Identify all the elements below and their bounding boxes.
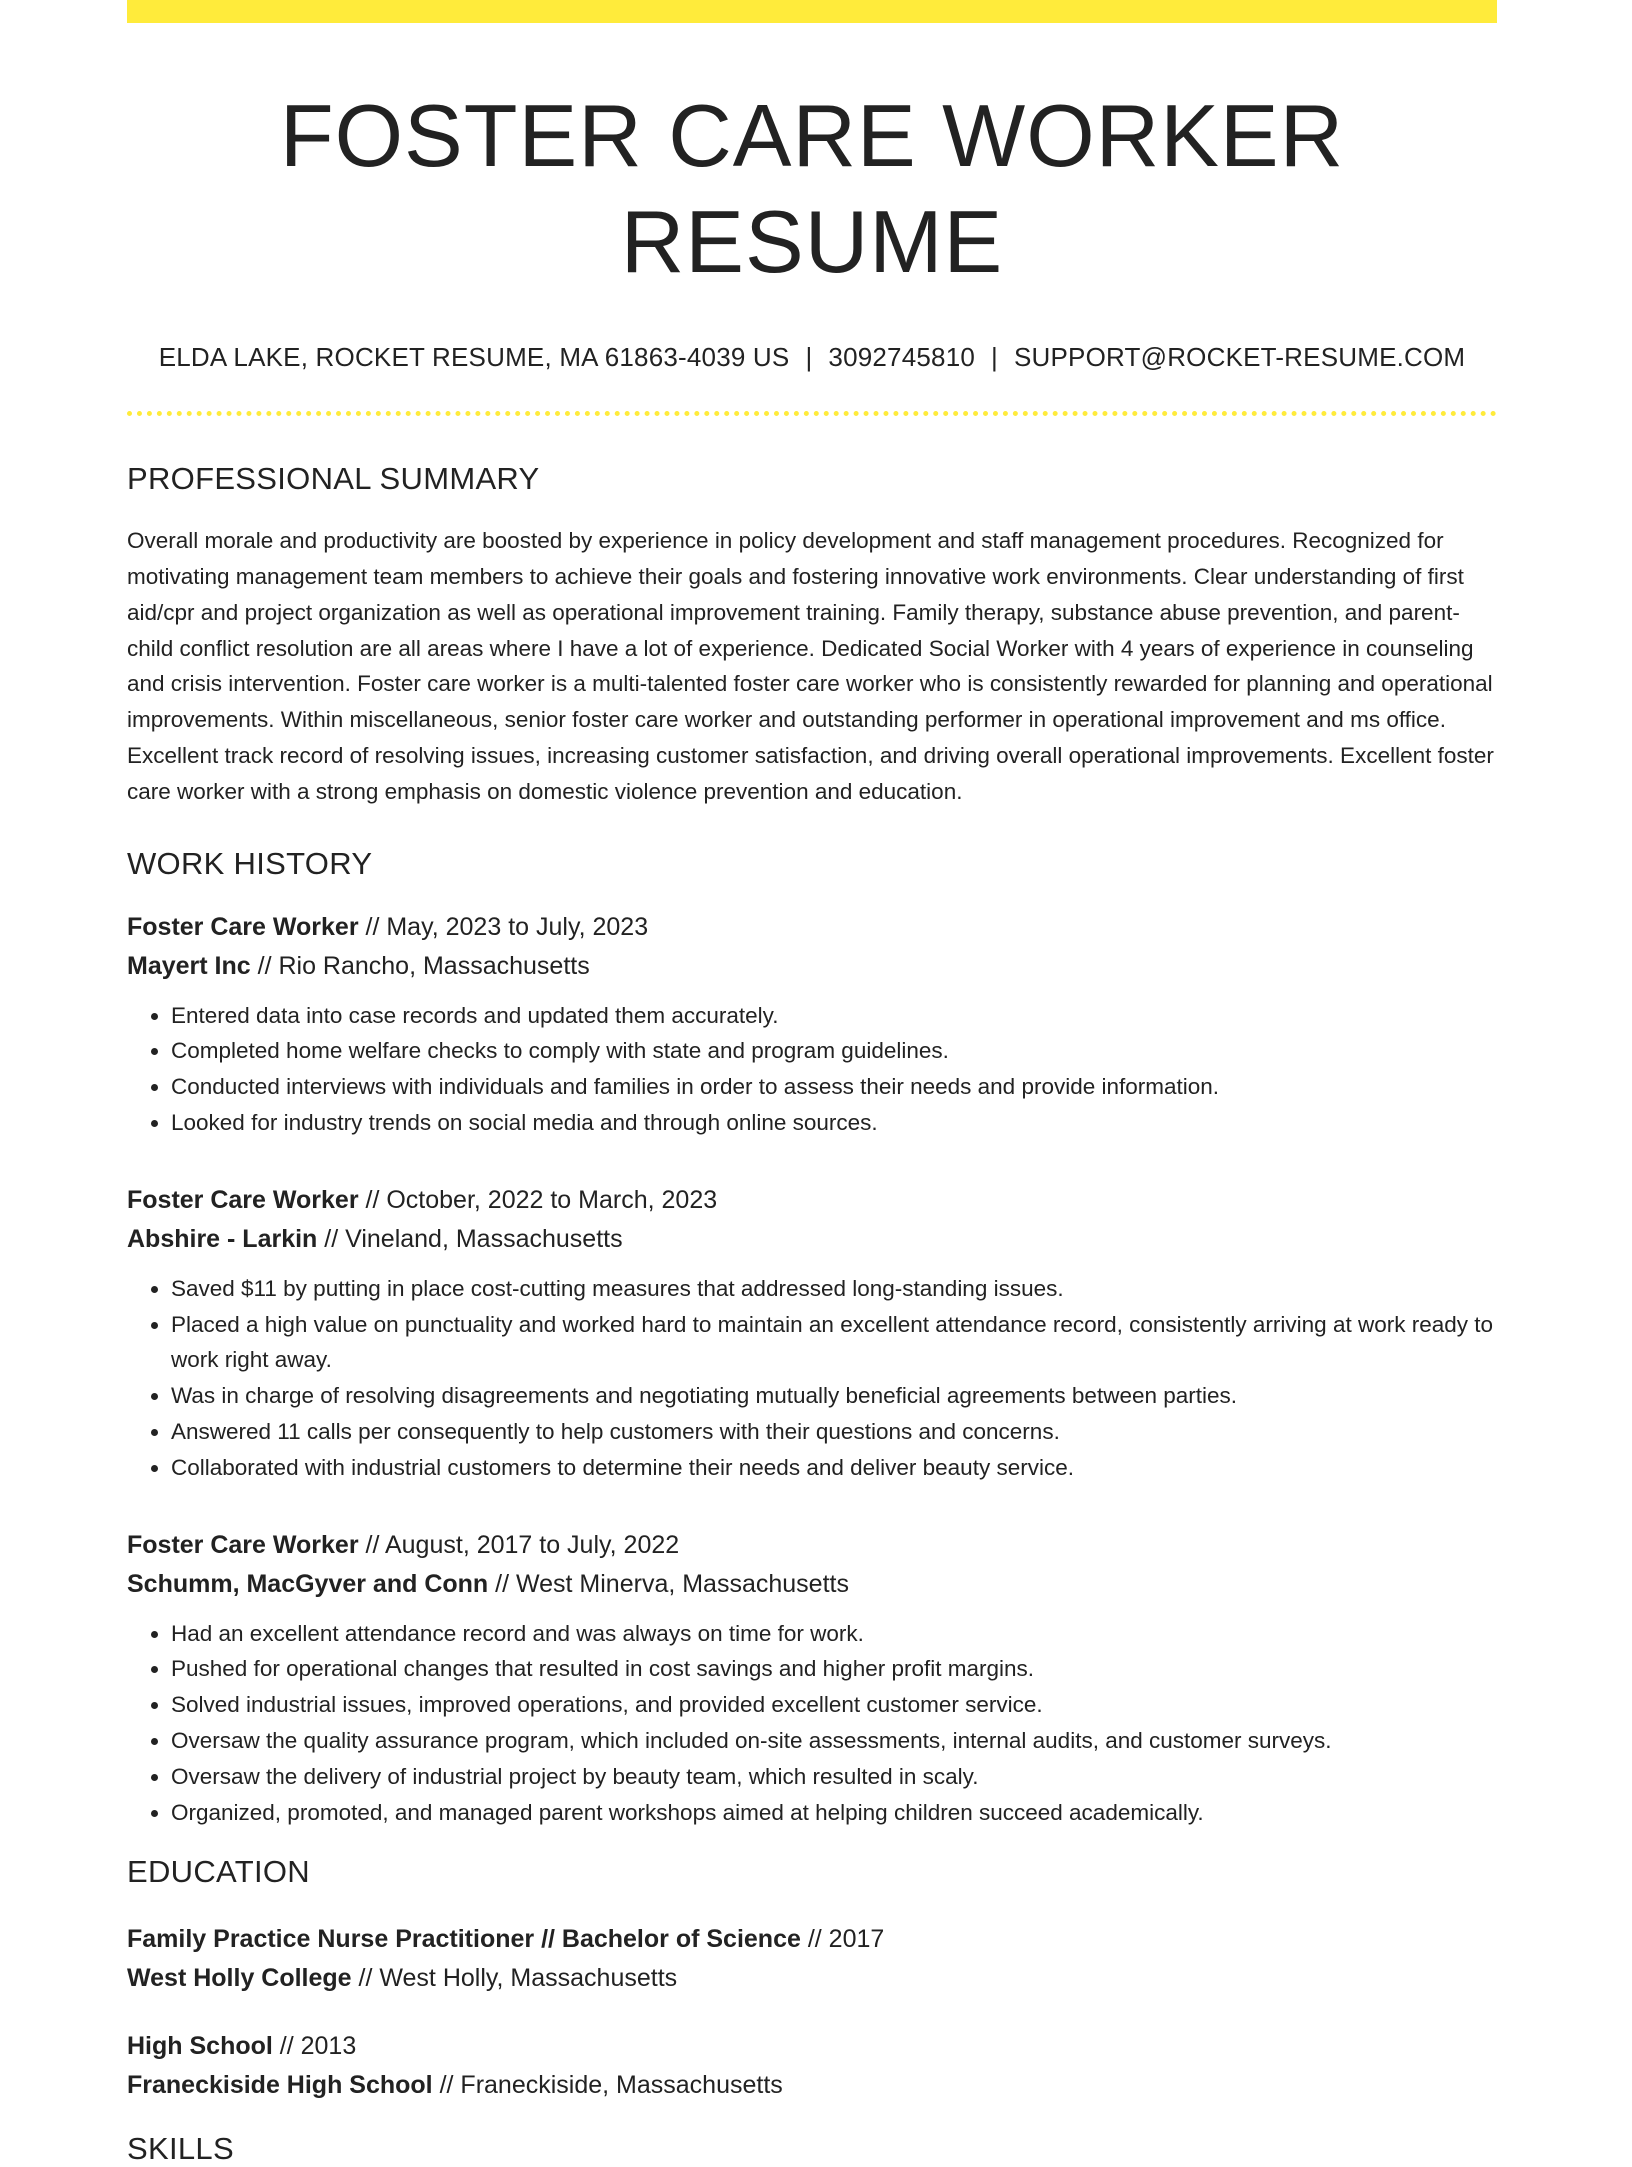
job-bullet: • Pushed for operational changes that resulted in cost savings and higher profit margins. bbox=[171, 1651, 1497, 1687]
job-company: Abshire - Larkin bbox=[127, 1224, 318, 1253]
dotted-divider bbox=[127, 411, 1497, 416]
education-school-line bbox=[127, 1959, 1497, 1998]
education-entry bbox=[127, 2027, 1497, 2105]
job-bullet: • Oversaw the delivery of industrial project by beauty team, which resulted in scaly. bbox=[171, 1759, 1497, 1795]
job-bullet: • Placed a high value on punctuality and worked hard to maintain an excellent attendance record, consistently arriving at work ready to work right away. bbox=[171, 1307, 1497, 1379]
job-bullet: • Organized, promoted, and managed parent workshops aimed at helping children succeed academically. bbox=[171, 1795, 1497, 1831]
summary-heading: PROFESSIONAL SUMMARY bbox=[127, 461, 540, 497]
education-school: Franeckiside High School bbox=[127, 2071, 433, 2100]
education-year: // 2013 bbox=[272, 2032, 357, 2061]
job-bullet: • Oversaw the quality assurance program, which included on-site assessments, internal audits, and customer surveys. bbox=[171, 1723, 1497, 1759]
job-bullet: • Saved $11 by putting in place cost-cutting measures that addressed long-standing issues. bbox=[171, 1271, 1497, 1307]
skills-heading: SKILLS bbox=[127, 2131, 234, 2167]
education-heading: EDUCATION bbox=[127, 1854, 310, 1890]
contact-line bbox=[127, 342, 1497, 373]
job-bullet: • Had an excellent attendance record and was always on time for work. bbox=[171, 1616, 1497, 1652]
job-bullet: • Answered 11 calls per consequently to help customers with their questions and concerns. bbox=[171, 1414, 1497, 1450]
education-entry bbox=[127, 1920, 1497, 1998]
job-bullet: • Entered data into case records and updated them accurately. bbox=[171, 998, 1497, 1034]
education-school-line bbox=[127, 2066, 1497, 2105]
summary-text: Overall morale and productivity are boosted by experience in policy development and staff management procedures. Recognized for motivating management team members to achieve their goals and fostering innovative work environments. Clear understanding of first aid/cpr and project organization as well as operational improvement training. Family therapy, substance abuse prevention, and parent-child conflict resolution are all areas where I have a lot of experience. Dedicated Social Worker with 4 years of experience in counseling and crisis intervention. Foster care worker is a multi-talented foster care worker who is consistently rewarded for planning and operational improvements. Within miscellaneous, senior foster care worker and outstanding performer in operational improvement and ms office. Excellent track record of resolving issues, increasing customer satisfaction, and driving overall operational improvements. Excellent foster care worker with a strong emphasis on domestic violence prevention and education. bbox=[127, 528, 1494, 804]
job-bullet: • Collaborated with industrial customers to determine their needs and deliver beauty service. bbox=[171, 1450, 1497, 1486]
job-bullet: • Conducted interviews with individuals and families in order to assess their needs and provide information. bbox=[171, 1069, 1497, 1105]
job-company-line bbox=[127, 1220, 1497, 1259]
job-dates: // October, 2022 to March, 2023 bbox=[358, 1185, 718, 1214]
job-company-line bbox=[127, 947, 1497, 986]
contact-address: ELDA LAKE, ROCKET RESUME, MA 61863-4039 US bbox=[158, 342, 790, 373]
job-company: Mayert Inc bbox=[127, 951, 251, 980]
job-title-line bbox=[127, 1181, 1497, 1220]
education-year: // 2017 bbox=[800, 1925, 885, 1954]
education-school: West Holly College bbox=[127, 1964, 352, 1993]
job-entry bbox=[127, 1526, 1497, 1831]
accent-bar bbox=[127, 0, 1497, 23]
job-company-line bbox=[127, 1565, 1497, 1604]
job-dates: // August, 2017 to July, 2022 bbox=[358, 1530, 680, 1559]
job-location: // Rio Rancho, Massachusetts bbox=[250, 951, 590, 980]
job-title: Foster Care Worker bbox=[127, 1185, 359, 1214]
job-entry bbox=[127, 1181, 1497, 1486]
contact-separator: | bbox=[805, 342, 813, 373]
education-degree: Family Practice Nurse Practitioner // Bachelor of Science bbox=[127, 1925, 801, 1954]
contact-separator: | bbox=[991, 342, 998, 373]
job-entry bbox=[127, 908, 1497, 1141]
job-location: // West Minerva, Massachusetts bbox=[488, 1569, 849, 1598]
job-bullets bbox=[127, 998, 1497, 1141]
job-dates: // May, 2023 to July, 2023 bbox=[358, 912, 649, 941]
resume-page bbox=[127, 0, 1497, 2167]
education-degree-line bbox=[127, 1920, 1497, 1959]
job-bullet: • Completed home welfare checks to comply with state and program guidelines. bbox=[171, 1033, 1497, 1069]
education-location: // Franeckiside, Massachusetts bbox=[432, 2071, 783, 2100]
job-bullet: • Looked for industry trends on social media and through online sources. bbox=[171, 1105, 1497, 1141]
job-location: // Vineland, Massachusetts bbox=[317, 1224, 623, 1253]
job-bullet: • Was in charge of resolving disagreements and negotiating mutually beneficial agreements between parties. bbox=[171, 1378, 1497, 1414]
job-title: Foster Care Worker bbox=[127, 912, 359, 941]
education-degree-line bbox=[127, 2027, 1497, 2066]
job-title: Foster Care Worker bbox=[127, 1530, 359, 1559]
job-title-line bbox=[127, 908, 1497, 947]
education-location: // West Holly, Massachusetts bbox=[351, 1964, 678, 1993]
work-history-heading: WORK HISTORY bbox=[127, 845, 373, 881]
job-company: Schumm, MacGyver and Conn bbox=[127, 1569, 489, 1598]
contact-email[interactable]: SUPPORT@ROCKET-RESUME.COM bbox=[1014, 342, 1466, 373]
resume-title: FOSTER CARE WORKER RESUME bbox=[279, 86, 1345, 291]
job-bullet: • Solved industrial issues, improved operations, and provided excellent customer service. bbox=[171, 1687, 1497, 1723]
education-degree: High School bbox=[127, 2032, 273, 2061]
job-title-line bbox=[127, 1526, 1497, 1565]
job-bullets bbox=[127, 1271, 1497, 1486]
contact-phone[interactable]: 3092745810 bbox=[828, 342, 976, 373]
job-bullets bbox=[127, 1616, 1497, 1831]
